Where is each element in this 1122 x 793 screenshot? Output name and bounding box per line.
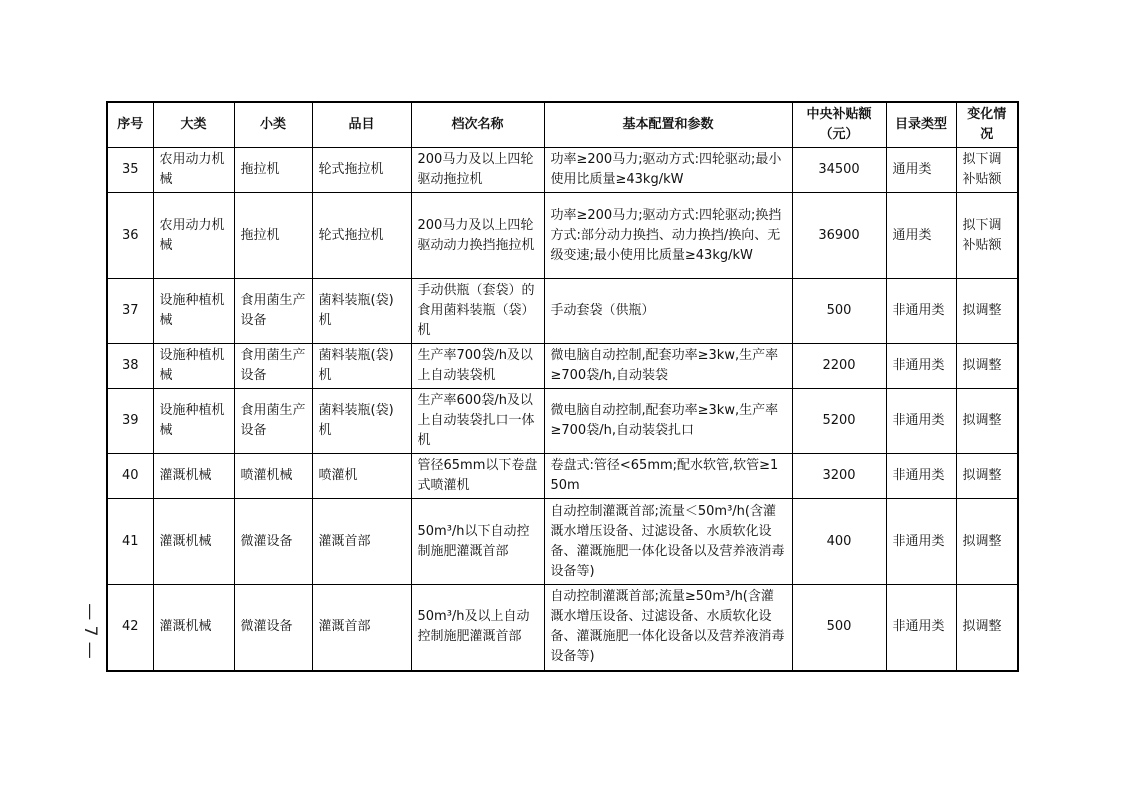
cell-config: 手动套袋（供瓶） <box>544 279 792 344</box>
cell-item: 灌溉首部 <box>312 499 411 585</box>
cell-config: 微电脑自动控制,配套功率≥3kw,生产率≥700袋/h,自动装袋扎口 <box>544 389 792 454</box>
cell-item: 轮式拖拉机 <box>312 148 411 193</box>
cell-type: 通用类 <box>886 148 956 193</box>
cell-grade: 手动供瓶（套袋）的食用菌料装瓶（袋）机 <box>411 279 544 344</box>
cell-major: 灌溉机械 <box>153 585 234 671</box>
cell-change: 拟下调补贴额 <box>956 148 1018 193</box>
header-change: 变化情况 <box>956 102 1018 148</box>
header-subsidy: 中央补贴额（元） <box>792 102 886 148</box>
cell-item: 菌料装瓶(袋)机 <box>312 344 411 389</box>
cell-change: 拟调整 <box>956 344 1018 389</box>
header-no: 序号 <box>107 102 153 148</box>
cell-change: 拟调整 <box>956 454 1018 499</box>
cell-minor: 微灌设备 <box>234 585 312 671</box>
cell-minor: 食用菌生产设备 <box>234 344 312 389</box>
header-grade: 档次名称 <box>411 102 544 148</box>
cell-minor: 食用菌生产设备 <box>234 389 312 454</box>
cell-type: 非通用类 <box>886 454 956 499</box>
table-row <box>107 279 1018 344</box>
cell-item: 喷灌机 <box>312 454 411 499</box>
cell-type: 非通用类 <box>886 279 956 344</box>
cell-type: 非通用类 <box>886 585 956 671</box>
header-config: 基本配置和参数 <box>544 102 792 148</box>
cell-type: 非通用类 <box>886 389 956 454</box>
table-row <box>107 389 1018 454</box>
cell-subsidy: 34500 <box>792 148 886 193</box>
cell-change: 拟调整 <box>956 389 1018 454</box>
cell-no: 36 <box>107 193 153 279</box>
cell-item: 菌料装瓶(袋)机 <box>312 279 411 344</box>
cell-no: 35 <box>107 148 153 193</box>
cell-major: 灌溉机械 <box>153 499 234 585</box>
table-row <box>107 585 1018 671</box>
cell-minor: 拖拉机 <box>234 148 312 193</box>
cell-item: 菌料装瓶(袋)机 <box>312 389 411 454</box>
cell-minor: 微灌设备 <box>234 499 312 585</box>
cell-change: 拟调整 <box>956 585 1018 671</box>
cell-grade: 生产率700袋/h及以上自动装袋机 <box>411 344 544 389</box>
cell-subsidy: 500 <box>792 585 886 671</box>
cell-major: 农用动力机械 <box>153 193 234 279</box>
cell-subsidy: 5200 <box>792 389 886 454</box>
cell-minor: 拖拉机 <box>234 193 312 279</box>
cell-change: 拟调整 <box>956 279 1018 344</box>
header-major: 大类 <box>153 102 234 148</box>
header-item: 品目 <box>312 102 411 148</box>
cell-type: 通用类 <box>886 193 956 279</box>
cell-no: 38 <box>107 344 153 389</box>
page-number: — 7 — <box>80 603 100 659</box>
cell-no: 42 <box>107 585 153 671</box>
cell-minor: 食用菌生产设备 <box>234 279 312 344</box>
cell-grade: 生产率600袋/h及以上自动装袋扎口一体机 <box>411 389 544 454</box>
cell-grade: 管径65mm以下卷盘式喷灌机 <box>411 454 544 499</box>
cell-subsidy: 400 <box>792 499 886 585</box>
cell-config: 功率≥200马力;驱动方式:四轮驱动;最小使用比质量≥43kg/kW <box>544 148 792 193</box>
cell-grade: 50m³/h以下自动控制施肥灌溉首部 <box>411 499 544 585</box>
cell-minor: 喷灌机械 <box>234 454 312 499</box>
cell-type: 非通用类 <box>886 344 956 389</box>
cell-type: 非通用类 <box>886 499 956 585</box>
table-row <box>107 148 1018 193</box>
cell-config: 功率≥200马力;驱动方式:四轮驱动;换挡方式:部分动力换挡、动力换挡/换向、无级变速;最小使用比质量≥43kg/kW <box>544 193 792 279</box>
cell-grade: 50m³/h及以上自动控制施肥灌溉首部 <box>411 585 544 671</box>
cell-change: 拟下调补贴额 <box>956 193 1018 279</box>
table-row <box>107 499 1018 585</box>
cell-config: 自动控制灌溉首部;流量＜50m³/h(含灌溉水增压设备、过滤设备、水质软化设备、灌溉施肥一体化设备以及营养液消毒设备等) <box>544 499 792 585</box>
header-type: 目录类型 <box>886 102 956 148</box>
cell-grade: 200马力及以上四轮驱动动力换挡拖拉机 <box>411 193 544 279</box>
table-row <box>107 454 1018 499</box>
cell-config: 卷盘式:管径<65mm;配水软管,软管≥150m <box>544 454 792 499</box>
subsidy-table <box>106 101 1019 672</box>
cell-major: 农用动力机械 <box>153 148 234 193</box>
cell-grade: 200马力及以上四轮驱动拖拉机 <box>411 148 544 193</box>
cell-major: 灌溉机械 <box>153 454 234 499</box>
table-header-row <box>107 102 1018 148</box>
cell-item: 灌溉首部 <box>312 585 411 671</box>
cell-subsidy: 3200 <box>792 454 886 499</box>
cell-config: 自动控制灌溉首部;流量≥50m³/h(含灌溉水增压设备、过滤设备、水质软化设备、灌溉施肥一体化设备以及营养液消毒设备等) <box>544 585 792 671</box>
cell-no: 39 <box>107 389 153 454</box>
cell-no: 37 <box>107 279 153 344</box>
header-minor: 小类 <box>234 102 312 148</box>
cell-major: 设施种植机械 <box>153 389 234 454</box>
cell-subsidy: 36900 <box>792 193 886 279</box>
cell-item: 轮式拖拉机 <box>312 193 411 279</box>
cell-change: 拟调整 <box>956 499 1018 585</box>
cell-subsidy: 2200 <box>792 344 886 389</box>
cell-no: 40 <box>107 454 153 499</box>
cell-major: 设施种植机械 <box>153 279 234 344</box>
table-row <box>107 193 1018 279</box>
cell-subsidy: 500 <box>792 279 886 344</box>
cell-no: 41 <box>107 499 153 585</box>
table-row <box>107 344 1018 389</box>
cell-config: 微电脑自动控制,配套功率≥3kw,生产率≥700袋/h,自动装袋 <box>544 344 792 389</box>
cell-major: 设施种植机械 <box>153 344 234 389</box>
